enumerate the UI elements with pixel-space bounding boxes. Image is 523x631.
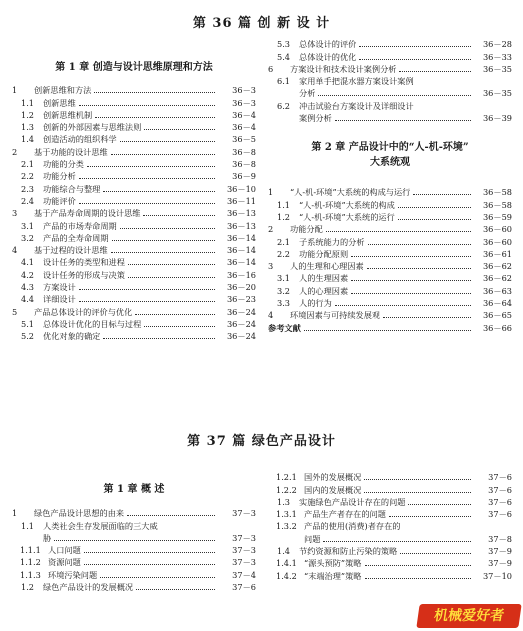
entry-number: 1.2.2 [276,484,297,495]
toc-entry [12,507,256,519]
entry-title: 功能分配原则 [299,248,349,259]
entry-number: 4.2 [21,269,35,280]
entry-number: 5.1 [21,318,35,329]
entry-number: 1 [12,508,18,519]
entry-page: 36－64 [482,298,512,309]
entry-title: 子系统能力的分析 [299,236,365,247]
dot-leader [351,280,471,281]
entry-title: 创造活动的组织科学 [43,134,117,145]
entry-page: 36－59 [482,211,512,222]
entry-title: 环境因素与可持续发展观 [290,310,381,321]
dot-leader [79,105,215,106]
toc-entry [268,520,512,532]
dot-leader [84,564,215,565]
entry-title: 人的心理因素 [299,285,349,296]
part37-title: 第 37 篇 绿色产品设计 [187,434,336,449]
entry-number: 6 [268,63,274,74]
dot-leader [364,479,471,480]
dot-leader [364,492,471,493]
entry-title: 基于产品寿命周期的设计思维 [34,208,141,219]
entry-page: 36－8 [232,159,256,170]
dot-leader [120,228,215,229]
toc-entry [268,508,512,520]
dot-leader [128,277,215,278]
toc-entry [12,544,256,556]
entry-title: 胁 [43,532,52,543]
toc-entry [12,581,256,593]
entry-title: 国外的发展概况 [304,472,362,483]
entry-title: “人-机-环境”大系统的构成与运行 [290,187,411,198]
dot-leader [399,71,471,72]
entry-title: 产品总体设计的评价与优化 [34,306,133,317]
entry-title: 功能的分类 [43,159,84,170]
entry-number: 1.3.1 [276,509,297,520]
dot-leader [351,256,471,257]
entry-page: 37－6 [232,582,256,593]
entry-page: 36－3 [232,97,256,108]
toc-entry [12,268,256,280]
dot-leader [326,231,471,232]
toc-entry [12,96,256,108]
dot-leader [144,326,215,327]
entry-number: 2 [12,146,18,157]
dot-leader [128,264,215,265]
entry-number: 2 [268,224,274,235]
entry-page: 36－62 [482,261,512,272]
part36-title: 第 36 篇 创 新 设 计 [192,16,331,31]
entry-page: 36－66 [482,322,512,333]
entry-title: 绿色产品设计的发展概况 [43,582,134,593]
part36-right-column [268,38,512,334]
entry-number: 1.1.1 [20,545,41,556]
dot-leader [103,338,215,339]
entry-number: 4.3 [21,282,35,293]
toc-entry [268,38,512,50]
entry-page: 37－10 [482,570,512,581]
toc-list [268,471,512,582]
entry-title: 产品的全寿命周期 [43,232,109,243]
entry-title: 功能分配 [290,224,323,235]
entry-page: 36－39 [482,113,512,124]
entry-title: 人类社会生存发展面临的三大威 [43,520,158,531]
entry-number: 1.1.3 [20,569,41,580]
dot-leader [135,314,215,315]
entry-number: 1.2 [21,109,35,120]
entry-title: 产品的市场寿命周期 [43,220,117,231]
toc-entry [12,281,256,293]
dot-leader [54,540,215,541]
toc-entry [12,109,256,121]
toc-entry [268,272,512,284]
toc-entry [12,256,256,268]
entry-page: 36－61 [482,248,512,259]
entry-title: 创新的外部因素与思维法则 [43,122,142,133]
entry-number: 3.1 [21,220,35,231]
dot-leader [389,516,471,517]
entry-page: 36－60 [482,236,512,247]
dot-leader [359,46,471,47]
dot-leader [323,541,471,542]
toc-entry [12,145,256,157]
toc-entry [12,195,256,207]
entry-title: 基于功能的设计思维 [34,146,108,157]
dot-leader [95,117,215,118]
chapter-1-heading: 第 1 章 概 述 [103,484,165,495]
dot-leader [84,552,215,553]
toc-entry [268,99,512,111]
entry-number: 2.1 [277,236,291,247]
entry-number: 3.3 [277,298,291,309]
entry-number: 3 [268,261,274,272]
toc-entry [12,293,256,305]
toc-entry [12,133,256,145]
entry-page: 36－33 [482,51,512,62]
toc-entry [12,244,256,256]
toc-entry [268,297,512,309]
dot-leader [112,240,215,241]
entry-page: 36－24 [226,306,256,317]
entry-page: 37－9 [488,558,512,569]
entry-number: 4.1 [21,257,35,268]
toc-entry [268,50,512,62]
entry-page: 36－35 [482,88,512,99]
toc-list [12,84,256,342]
entry-number: 1.4.1 [276,558,297,569]
dot-leader [398,219,471,220]
entry-page: 36－28 [482,39,512,50]
dot-leader [111,252,215,253]
entry-title: 功能评价 [43,195,76,206]
entry-page: 36－35 [482,63,512,74]
entry-title: 产品的使用(消费)者存在的 [304,521,401,532]
entry-page: 36－5 [232,134,256,145]
entry-page: 37－8 [488,533,512,544]
toc-entry [12,305,256,317]
entry-title: 详细设计 [43,294,76,305]
entry-title: 参考文献 [268,322,301,333]
dot-leader [100,577,215,578]
entry-page: 36－24 [226,318,256,329]
entry-title: 人的生理和心理因素 [290,261,364,272]
toc-entry [268,63,512,75]
entry-page: 37－6 [488,484,512,495]
entry-page: 36－8 [232,146,256,157]
entry-title: 环境污染问题 [48,569,98,580]
entry-title: 设计任务的形成与决策 [43,269,125,280]
entry-title: 方案设计和技术设计案例分析 [290,63,397,74]
entry-page: 37－6 [488,509,512,520]
entry-number: 1.1 [277,199,291,210]
entry-page: 37－3 [232,545,256,556]
entry-page: 36－62 [482,273,512,284]
entry-number: 4 [12,245,18,256]
entry-title: “人-机-环境”大系统的构成 [299,199,395,210]
entry-page: 36－4 [232,109,256,120]
toc-entry [12,158,256,170]
toc-entry [12,182,256,194]
entry-title: 总体设计的优化 [299,51,357,62]
entry-page: 36－14 [226,257,256,268]
entry-page: 36－20 [226,282,256,293]
toc-entry [268,569,512,581]
toc-entry [12,207,256,219]
entry-number: 1.3 [21,122,35,133]
entry-title: 优化对象的确定 [43,331,101,342]
toc-entry [12,519,256,531]
toc-entry [268,186,512,198]
toc-entry [12,170,256,182]
entry-page: 36－9 [232,171,256,182]
toc-entry [12,219,256,231]
entry-page: 37－3 [232,557,256,568]
dot-leader [335,305,471,306]
entry-page: 36－13 [226,208,256,219]
entry-page: 37－4 [232,569,256,580]
toc-entry [268,545,512,557]
toc-entry [268,309,512,321]
dot-leader [136,589,215,590]
toc-list [268,186,512,334]
entry-page: 37－6 [488,472,512,483]
toc-list [268,38,512,124]
entry-number: 3.1 [277,273,291,284]
entry-page: 36－65 [482,310,512,321]
entry-title: 资源问题 [48,557,81,568]
dot-leader [318,95,471,96]
entry-title: 总体设计优化的目标与过程 [43,318,142,329]
entry-title: 冲击试验台方案设计及详细设计 [299,100,414,111]
entry-number: 1.1.2 [20,557,41,568]
entry-number: 1.3 [277,496,291,507]
dot-leader [365,578,472,579]
dot-leader [335,120,471,121]
entry-number: 6.2 [277,100,291,111]
entry-title: 绿色产品设计思想的由来 [34,508,125,519]
entry-title: 分析 [299,88,316,99]
dot-leader [79,203,215,204]
toc-entry [12,232,256,244]
entry-title: “末端治理”策略 [304,570,362,581]
entry-title: “人-机-环境”大系统的运行 [299,211,395,222]
entry-page: 36－10 [226,183,256,194]
chapter-2-heading: 第 2 章 产品设计中的“人-机-环境” [311,142,469,154]
entry-page: 36－24 [226,331,256,342]
entry-title: 节约资源和防止污染的策略 [299,546,398,557]
entry-number: 1 [12,85,18,96]
toc-entry [268,284,512,296]
entry-title: “源头预防”策略 [304,558,362,569]
dot-leader [87,166,215,167]
dot-leader [408,504,471,505]
entry-title: 人口问题 [48,545,81,556]
entry-title: 人的生理因素 [299,273,349,284]
entry-title: 功能分析 [43,171,76,182]
toc-entry [268,260,512,272]
entry-page: 37－3 [232,532,256,543]
toc-entry [268,248,512,260]
dot-leader [368,244,471,245]
entry-title: 设计任务的类型和进程 [43,257,125,268]
entry-title: 基于过程的设计思维 [34,245,108,256]
toc-entry [12,121,256,133]
site-logo: 机械爱好者 [416,604,521,628]
entry-page: 37－6 [488,496,512,507]
entry-page: 36－13 [226,220,256,231]
toc-entry [268,496,512,508]
toc-entry [12,318,256,330]
entry-number: 5 [12,306,18,317]
entry-number: 3.2 [277,285,291,296]
dot-leader [94,92,215,93]
entry-title: 家用单手把混水器方案设计案例 [299,76,414,87]
dot-leader [400,553,471,554]
dot-leader [351,293,471,294]
entry-title: 人的行为 [299,298,332,309]
toc-entry [12,330,256,342]
chapter-2-heading-line2: 大系统观 [370,157,410,169]
dot-leader [359,59,471,60]
dot-leader [398,207,471,208]
toc-entry [268,557,512,569]
toc-entry [268,112,512,124]
toc-entry [268,75,512,87]
entry-number: 1.4.2 [276,570,297,581]
entry-number: 3 [12,208,18,219]
entry-page: 36－63 [482,285,512,296]
entry-number: 1 [268,187,274,198]
toc-entry [12,568,256,580]
entry-number: 2.1 [21,159,35,170]
entry-title: 创新思维机制 [43,109,93,120]
toc-entry [268,198,512,210]
toc-entry [12,84,256,96]
toc-entry [268,471,512,483]
part37-left-column [12,482,256,593]
entry-page: 36－14 [226,232,256,243]
dot-leader [103,191,215,192]
toc-entry [268,235,512,247]
dot-leader [365,565,472,566]
entry-number: 5.2 [21,331,35,342]
toc-entry [268,483,512,495]
toc-entry [268,87,512,99]
entry-title: 案例分析 [299,113,332,124]
dot-leader [111,154,215,155]
entry-title: 产品生产者存在的问题 [304,509,386,520]
dot-leader [127,515,215,516]
entry-number: 5.3 [277,39,291,50]
entry-page: 36－3 [232,85,256,96]
dot-leader [120,141,215,142]
entry-number: 1.4 [21,134,35,145]
entry-title: 国内的发展概况 [304,484,362,495]
entry-number: 2.3 [21,183,35,194]
toc-entry [12,556,256,568]
dot-leader [383,317,471,318]
chapter-1-heading: 第 1 章 创造与设计思维原理和方法 [55,62,213,73]
entry-number: 6.1 [277,76,291,87]
entry-page: 36－58 [482,187,512,198]
entry-page: 36－58 [482,199,512,210]
entry-title: 总体设计的评价 [299,39,357,50]
dot-leader [79,301,215,302]
entry-title: 问题 [304,533,321,544]
part36-left-column [12,60,256,342]
toc-list [12,507,256,593]
toc-entry [268,532,512,544]
entry-page: 36－4 [232,122,256,133]
dot-leader [304,330,471,331]
entry-page: 36－11 [226,195,256,206]
entry-number: 1.3.2 [276,521,297,532]
entry-number: 5.4 [277,51,291,62]
entry-page: 37－3 [232,508,256,519]
entry-page: 36－14 [226,245,256,256]
dot-leader [143,215,215,216]
entry-number: 2.2 [21,171,35,182]
part37-right-column [268,471,512,582]
dot-leader [144,129,215,130]
toc-entry [268,211,512,223]
entry-page: 36－16 [226,269,256,280]
entry-number: 3.2 [21,232,35,243]
entry-page: 36－60 [482,224,512,235]
entry-number: 4 [268,310,274,321]
entry-page: 36－23 [226,294,256,305]
toc-entry [12,532,256,544]
entry-title: 实施绿色产品设计存在的问题 [299,496,406,507]
entry-number: 4.4 [21,294,35,305]
entry-number: 1.2.1 [276,472,297,483]
entry-title: 方案设计 [43,282,76,293]
entry-title: 创新思维 [43,97,76,108]
toc-entry [268,321,512,333]
entry-number: 1.1 [21,97,35,108]
toc-entry [268,223,512,235]
dot-leader [413,194,471,195]
entry-number: 1.1 [21,520,35,531]
dot-leader [79,289,215,290]
entry-number: 1.2 [277,211,291,222]
entry-page: 37－9 [488,546,512,557]
entry-number: 2.4 [21,195,35,206]
entry-title: 创新思维和方法 [34,85,92,96]
entry-title: 功能综合与整理 [43,183,101,194]
dot-leader [79,178,215,179]
entry-number: 1.4 [277,546,291,557]
entry-number: 1.2 [21,582,35,593]
entry-number: 2.2 [277,248,291,259]
dot-leader [367,268,471,269]
